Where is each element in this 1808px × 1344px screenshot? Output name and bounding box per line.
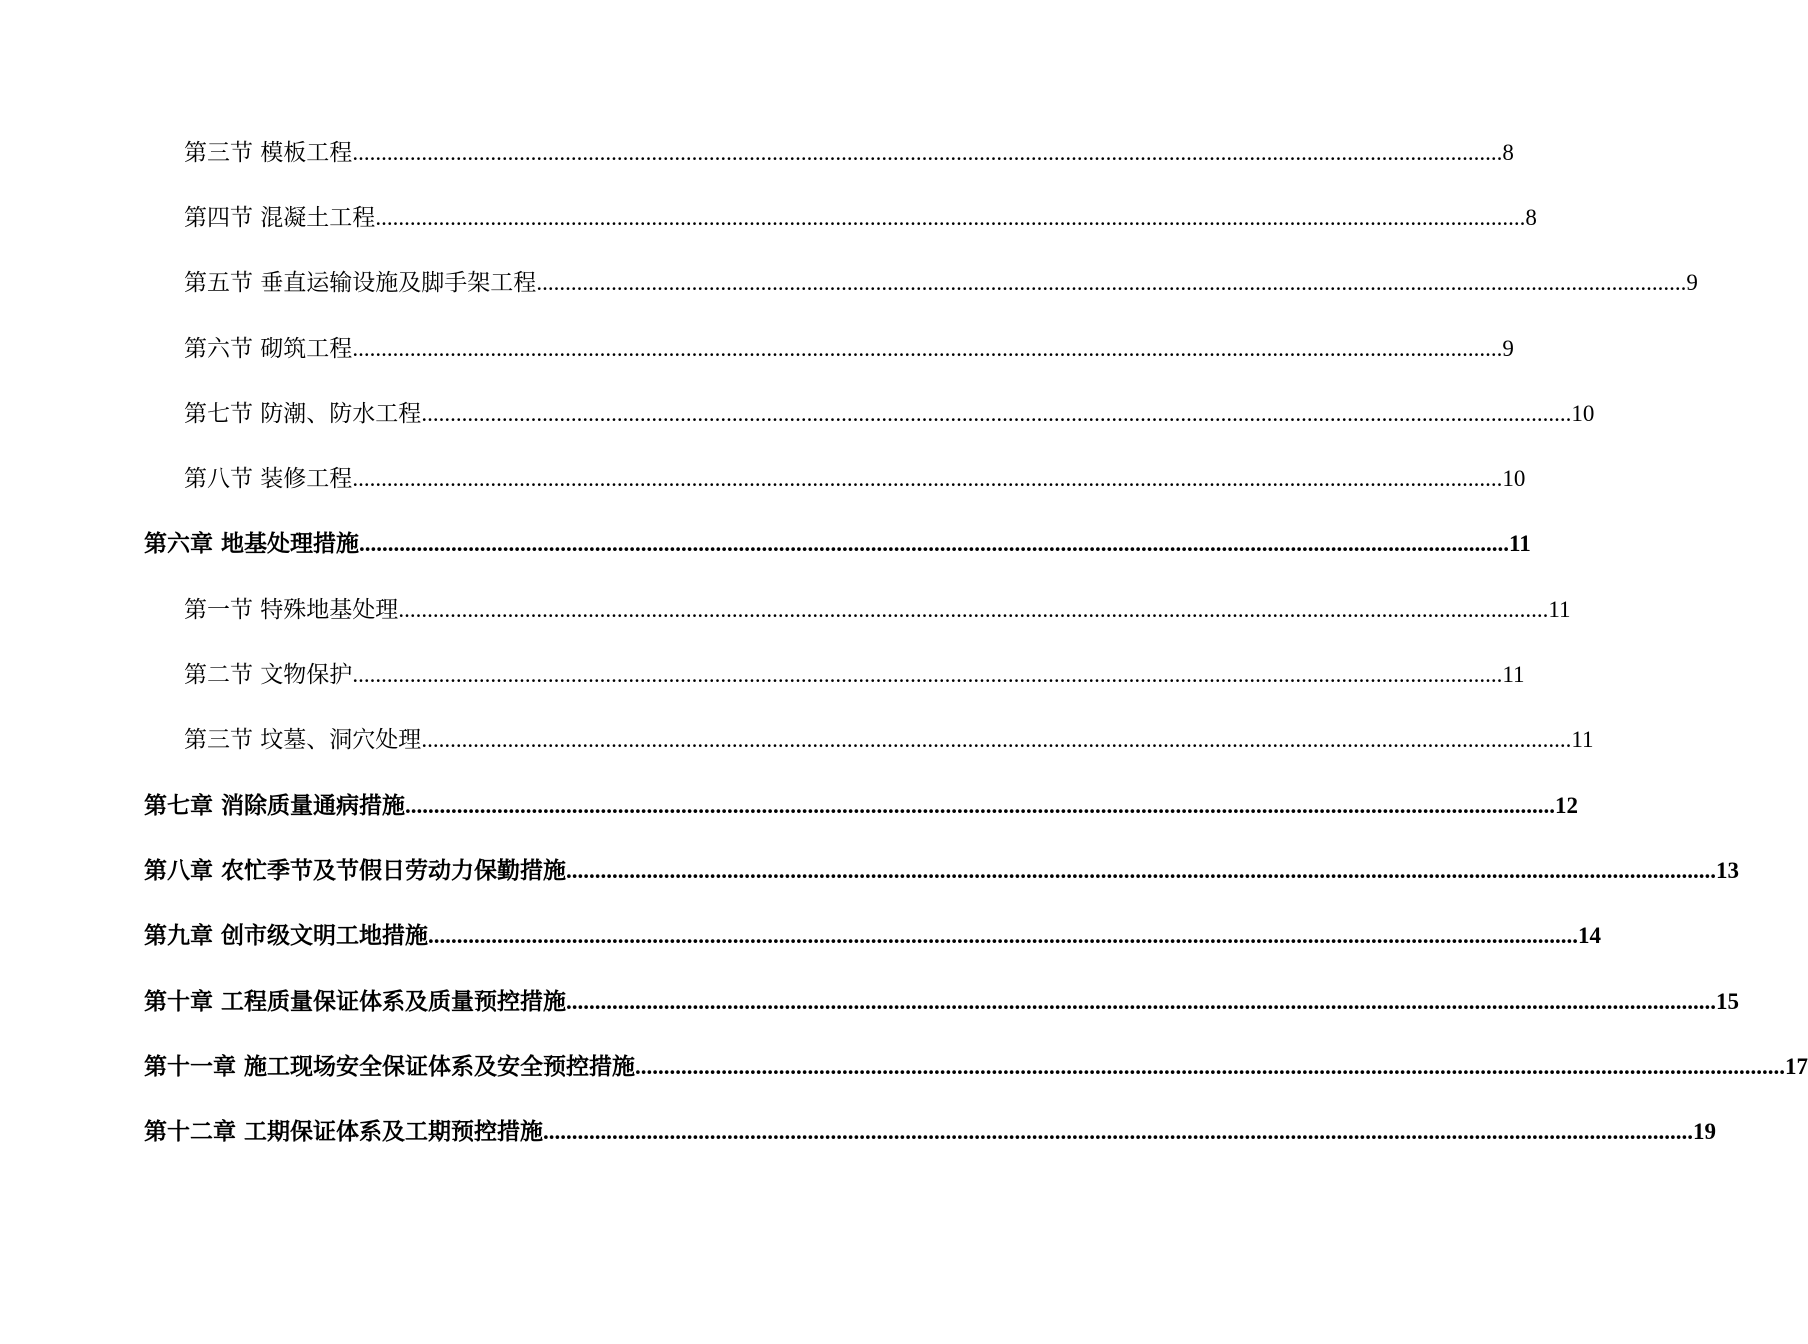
toc-chapter-entry[interactable] (0, 838, 1740, 903)
toc-entry[interactable] (0, 642, 1525, 707)
toc-entry-page: 14 (1578, 923, 1602, 949)
toc-entry-page: 9 (1686, 270, 1698, 296)
toc-entry-title: 第八章 农忙季节及节假日劳动力保勤措施 (144, 857, 567, 884)
toc-dot-leader: ........................................................................................................................................................................................................ (421, 400, 1572, 426)
toc-entry-page: 11 (1509, 531, 1531, 557)
toc-chapter-entry[interactable] (0, 904, 1602, 969)
toc-entry-title: 第六章 地基处理措施 (144, 531, 360, 558)
toc-entry-page: 8 (1502, 139, 1514, 165)
toc-dot-leader: ........................................................................................................................................................................................................ (398, 596, 1549, 622)
toc-dot-leader: ........................................................................................................................................................................................................ (405, 792, 1556, 818)
toc-entry-title: 第十一章 施工现场安全保证体系及安全预控措施 (144, 1053, 636, 1080)
toc-entry[interactable] (0, 381, 1595, 446)
toc-entry-page: 11 (1502, 662, 1525, 688)
toc-chapter-entry[interactable] (0, 1099, 1717, 1164)
toc-chapter-entry[interactable] (0, 512, 1531, 577)
toc-chapter-entry[interactable] (0, 773, 1579, 838)
toc-entry-title: 第三节 模板工程 (184, 139, 353, 166)
toc-entry-page: 11 (1548, 596, 1571, 622)
table-of-contents (0, 120, 1808, 1165)
toc-entry-title: 第五节 垂直运输设施及脚手架工程 (184, 270, 537, 297)
toc-entry-page: 19 (1693, 1119, 1717, 1145)
toc-entry-title: 第一节 特殊地基处理 (184, 596, 399, 623)
toc-entry[interactable] (0, 251, 1698, 316)
toc-entry-title: 第七章 消除质量通病措施 (144, 792, 406, 819)
toc-dot-leader: ........................................................................................................................................................................................................ (566, 988, 1717, 1014)
toc-entry-title: 第六节 砌筑工程 (184, 335, 353, 362)
toc-entry[interactable] (0, 185, 1537, 250)
toc-entry-page: 10 (1502, 466, 1526, 492)
toc-entry[interactable] (0, 577, 1571, 642)
toc-entry-title: 第十章 工程质量保证体系及质量预控措施 (144, 988, 567, 1015)
toc-entry-page: 17 (1785, 1053, 1808, 1079)
toc-entry-title: 第十二章 工期保证体系及工期预控措施 (144, 1119, 544, 1146)
toc-dot-leader: ........................................................................................................................................................................................................ (375, 204, 1526, 230)
toc-entry-title: 第九章 创市级文明工地措施 (144, 923, 429, 950)
toc-entry-title: 第八节 装修工程 (184, 466, 353, 493)
toc-entry-title: 第七节 防潮、防水工程 (184, 400, 422, 427)
toc-dot-leader: ........................................................................................................................................................................................................ (635, 1053, 1786, 1079)
toc-dot-leader: ........................................................................................................................................................................................................ (543, 1119, 1694, 1145)
toc-entry-title: 第三节 坟墓、洞穴处理 (184, 727, 422, 754)
toc-dot-leader: ........................................................................................................................................................................................................ (352, 335, 1503, 361)
toc-entry-page: 9 (1502, 335, 1514, 361)
toc-dot-leader: ........................................................................................................................................................................................................ (421, 727, 1572, 753)
toc-dot-leader: ........................................................................................................................................................................................................ (359, 531, 1510, 557)
toc-entry-page: 10 (1571, 400, 1595, 426)
toc-entry-page: 15 (1716, 988, 1740, 1014)
toc-dot-leader: ........................................................................................................................................................................................................ (566, 857, 1717, 883)
toc-entry-page: 11 (1571, 727, 1594, 753)
toc-entry-page: 12 (1555, 792, 1579, 818)
toc-dot-leader: ........................................................................................................................................................................................................ (536, 270, 1687, 296)
toc-entry-page: 8 (1525, 204, 1537, 230)
toc-entry[interactable] (0, 708, 1594, 773)
toc-entry-page: 13 (1716, 857, 1740, 883)
toc-entry-title: 第四节 混凝土工程 (184, 204, 376, 231)
toc-chapter-entry[interactable] (0, 969, 1740, 1034)
toc-entry-title: 第二节 文物保护 (184, 662, 353, 689)
toc-dot-leader: ........................................................................................................................................................................................................ (352, 466, 1503, 492)
toc-chapter-entry[interactable] (0, 1034, 1808, 1099)
toc-entry[interactable] (0, 120, 1514, 185)
toc-entry[interactable] (0, 316, 1514, 381)
toc-entry[interactable] (0, 446, 1526, 511)
toc-dot-leader: ........................................................................................................................................................................................................ (352, 662, 1503, 688)
toc-dot-leader: ........................................................................................................................................................................................................ (352, 139, 1503, 165)
toc-dot-leader: ........................................................................................................................................................................................................ (428, 923, 1579, 949)
